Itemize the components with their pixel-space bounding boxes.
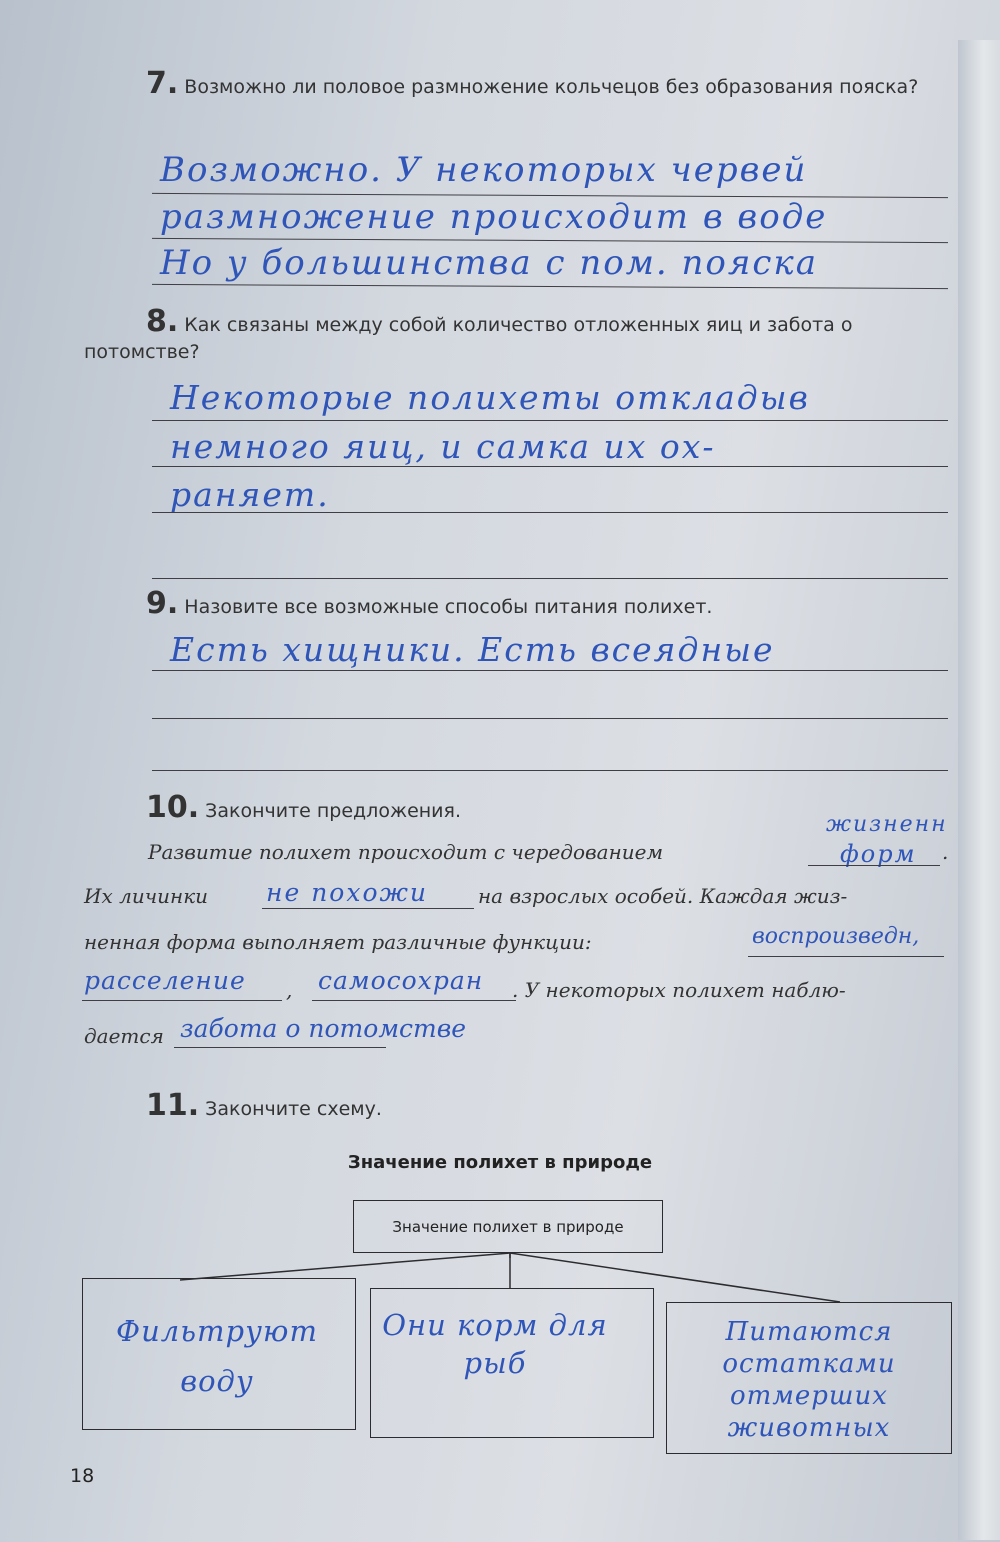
sentence-text: . У некоторых полихет наблю- xyxy=(512,978,846,1002)
question-number: 7. xyxy=(146,66,179,101)
question-number: 10. xyxy=(146,790,200,825)
connector-line xyxy=(180,1253,510,1280)
question-text: Закончите схему. xyxy=(205,1098,382,1120)
handwritten-blank: форм xyxy=(840,840,917,868)
handwritten-answer-line: раняет. xyxy=(170,475,330,514)
handwritten-answer-line: Некоторые полихеты откладыв xyxy=(170,378,810,417)
page-number: 18 xyxy=(70,1465,95,1487)
handwritten-blank: не похожи xyxy=(266,878,429,907)
sentence-text: дается xyxy=(84,1024,164,1048)
question-text: Закончите предложения. xyxy=(205,800,461,822)
question-text: Возможно ли половое размножение кольчецов без образования пояска? xyxy=(184,76,919,98)
question-number: 9. xyxy=(146,586,179,621)
scheme-title: Значение полихет в природе xyxy=(347,1152,653,1173)
question-text: Назовите все возможные способы питания полихет. xyxy=(184,596,713,618)
handwritten-answer-line: Возможно. У некоторых червей xyxy=(160,150,808,190)
handwritten-blank: самосохран xyxy=(318,966,484,995)
sentence-text: на взрослых особей. Каждая жиз- xyxy=(478,884,848,908)
handwritten-blank: забота о потомстве xyxy=(180,1014,467,1043)
scheme-box-1-answer: Фильтруют воду xyxy=(116,1314,318,1398)
sentence-text: , xyxy=(286,978,293,1002)
handwritten-answer-line: Но у большинства с пом. пояска xyxy=(160,243,819,283)
scheme-box-3-answer: Питаются остатками отмерших животных xyxy=(722,1317,896,1443)
scheme-top-box-label: Значение полихет в природе xyxy=(392,1217,624,1236)
handwritten-blank: воспроизведн, xyxy=(752,924,920,949)
handwritten-blank: расселение xyxy=(84,966,246,995)
sentence-text: . xyxy=(942,840,949,864)
handwritten-answer-line: Есть хищники. Есть всеядные xyxy=(170,630,775,669)
scheme-box-2-answer: Они корм для рыб xyxy=(382,1308,608,1380)
handwritten-answer-line: немного яиц, и самка их ох- xyxy=(170,427,716,466)
sentence-text: ненная форма выполняет различные функции: xyxy=(84,930,592,954)
question-text: Как связаны между собой количество отложенных яиц и забота о потомстве? xyxy=(84,314,853,363)
handwritten-answer-line: размножение происходит в воде xyxy=(160,197,828,237)
question-number: 11. xyxy=(146,1088,200,1123)
sentence-text: Развитие полихет происходит с чередованием xyxy=(148,840,664,864)
handwritten-blank: жизненн xyxy=(826,812,948,837)
sentence-text: Их личинки xyxy=(84,884,209,908)
question-number: 8. xyxy=(146,304,179,339)
